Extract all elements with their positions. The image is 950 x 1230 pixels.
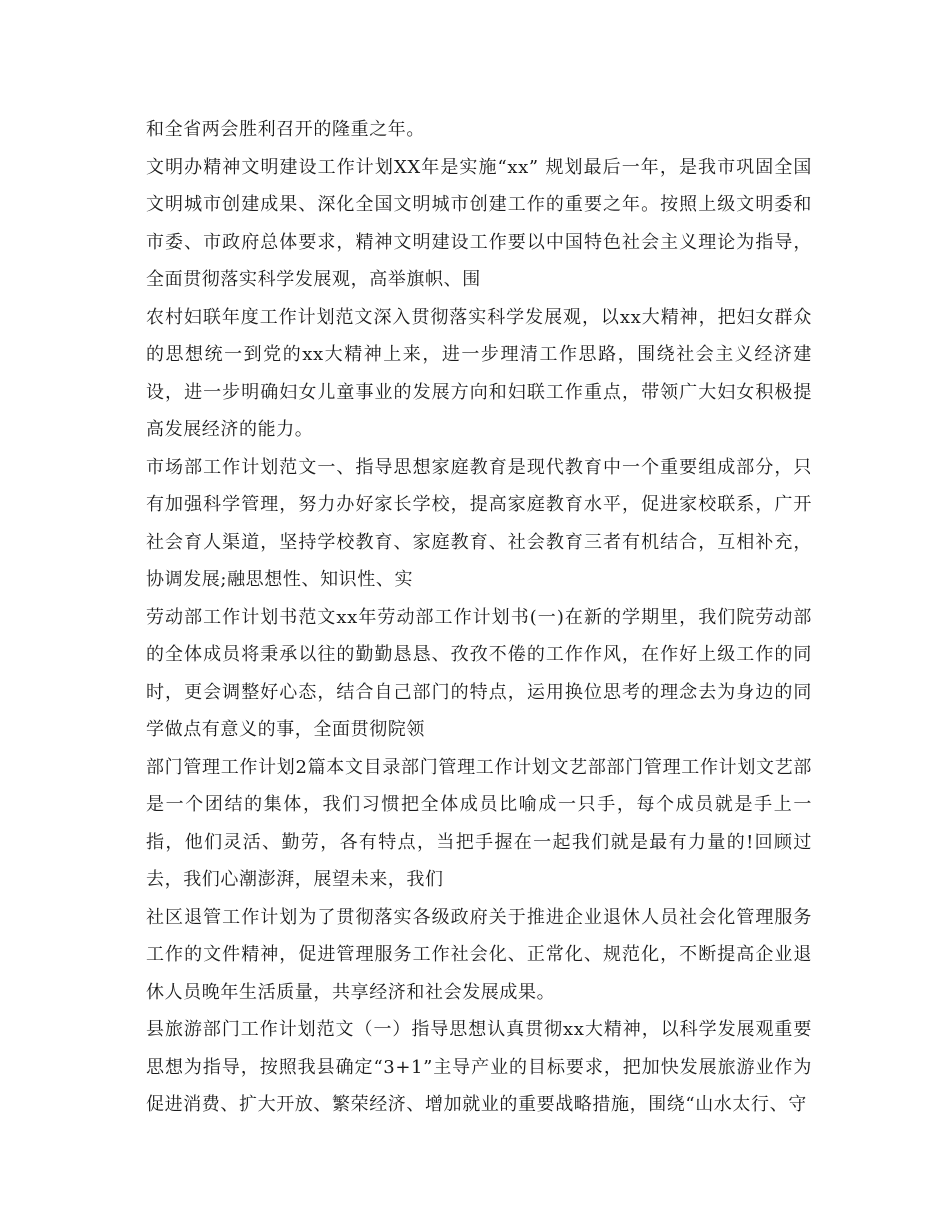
paragraph-county-tourism-plan: 县旅游部门工作计划范文（一）指导思想认真贯彻xx大精神，以科学发展观重要思想为指导，按照我县确定“3+1”主导产业的目标要求，把加快发展旅游业作为促进消费、扩大开放、繁荣经济、增加就业的重要战略措施，围绕“山水太行、守 [146, 1019, 812, 1115]
paragraph-closing-line: 和全省两会胜利召开的隆重之年。 [146, 119, 425, 140]
paragraph-marketing-dept-plan: 市场部工作计划范文一、指导思想家庭教育是现代教育中一个重要组成部分，只有加强科学管理，努力办好家长学校，提高家庭教育水平，促进家校联系，广开社会育人渠道，坚持学校教育、家庭教育、社会教育三者有机结合，互相补充，协调发展;融思想性、知识性、实 [146, 456, 812, 590]
paragraph-labor-dept-plan: 劳动部工作计划书范文xx年劳动部工作计划书(一)在新的学期里，我们院劳动部的全体成员将秉承以往的勤勤恳恳、孜孜不倦的工作作风，在作好上级工作的同时，更会调整好心态，结合自己部门的特点，运用换位思考的理念去为身边的同学做点有意义的事，全面贯彻院领 [146, 606, 812, 740]
paragraph-community-retiree-plan: 社区退管工作计划为了贯彻落实各级政府关于推进企业退休人员社会化管理服务工作的文件精神，促进管理服务工作社会化、正常化、规范化，不断提高企业退休人员晚年生活质量，共享经济和社会发展成果。 [146, 906, 812, 1003]
paragraph-civilization-office-plan: 文明办精神文明建设工作计划XX年是实施“xx” 规划最后一年，是我市巩固全国文明城市创建成果、深化全国文明城市创建工作的重要之年。按照上级文明委和市委、市政府总体要求，精神文明建设工作要以中国特色社会主义理论为指导，全面贯彻落实科学发展观，高举旗帜、围 [146, 156, 812, 290]
paragraph-rural-womens-federation-plan: 农村妇联年度工作计划范文深入贯彻落实科学发展观，以xx大精神，把妇女群众的思想统一到党的xx大精神上来，进一步理清工作思路，围绕社会主义经济建设，进一步明确妇女儿童事业的发展方向和妇联工作重点，带领广大妇女积极提高发展经济的能力。 [146, 306, 812, 440]
paragraph-dept-management-plan: 部门管理工作计划2篇本文目录部门管理工作计划文艺部部门管理工作计划文艺部是一个团结的集体，我们习惯把全体成员比喻成一只手，每个成员就是手上一指，他们灵活、勤劳，各有特点，当把手握在一起我们就是最有力量的!回顾过去，我们心潮澎湃，展望未来，我们 [146, 756, 812, 890]
document-body [146, 111, 812, 1124]
